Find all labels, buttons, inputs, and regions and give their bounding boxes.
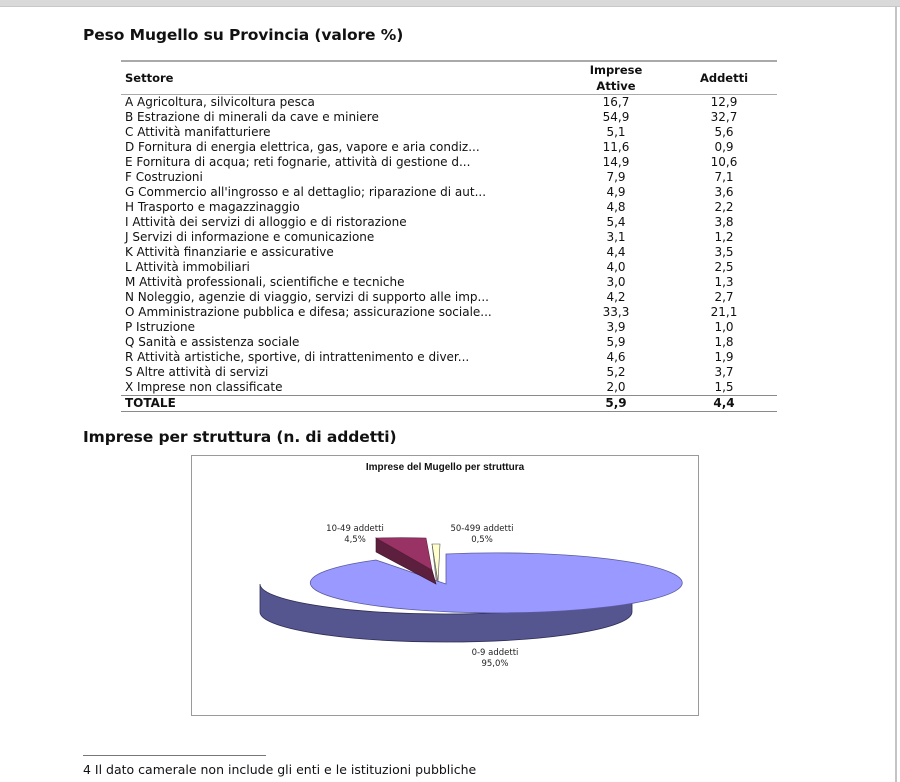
label-0-9-name: 0-9 addetti: [471, 648, 519, 658]
cell-addetti: 3,6: [714, 185, 734, 199]
cell-settore: O Amministrazione pubblica e difesa; assicurazione sociale...: [125, 305, 492, 319]
cell-imprese-attive: 54,9: [602, 110, 630, 124]
cell-imprese-attive: 3,9: [606, 320, 626, 334]
cell-imprese-attive: 4,2: [606, 290, 626, 304]
cell-settore: A Agricoltura, silvicoltura pesca: [125, 95, 315, 109]
pie-chart-graphic: [192, 456, 698, 715]
table-row: [121, 260, 777, 275]
table-row: [121, 185, 777, 200]
page-right-edge: [895, 6, 897, 782]
label-10-49-value: 4,5%: [344, 535, 366, 545]
cell-addetti: 3,8: [714, 215, 734, 229]
table-total-row: [121, 396, 777, 412]
cell-imprese-attive: 4,8: [606, 200, 626, 214]
cell-imprese-attive: 5,4: [606, 215, 626, 229]
cell-imprese-attive: 33,3: [602, 305, 630, 319]
cell-settore: D Fornitura di energia elettrica, gas, vapore e aria condiz...: [125, 140, 480, 154]
label-0-9-value: 95,0%: [481, 659, 509, 669]
label-10-49-name: 10-49 addetti: [326, 524, 384, 534]
table-row: [121, 380, 777, 396]
table-header-row: [121, 61, 777, 95]
cell-imprese-attive: 5,1: [606, 125, 626, 139]
table-row: [121, 335, 777, 350]
label-10-49: [310, 524, 400, 546]
cell-settore: L Attività immobiliari: [125, 260, 250, 274]
table-row: [121, 125, 777, 140]
table-row: [121, 320, 777, 335]
peso-mugello-table: [121, 60, 777, 412]
pie-chart-imprese-struttura: [191, 455, 699, 716]
footnote: 4 Il dato camerale non include gli enti e le istituzioni pubbliche: [83, 762, 477, 777]
table-row: [121, 305, 777, 320]
cell-addetti: 7,1: [714, 170, 734, 184]
cell-settore: G Commercio all'ingrosso e al dettaglio; riparazione di aut...: [125, 185, 487, 199]
table-row: [121, 140, 777, 155]
cell-settore: I Attività dei servizi di alloggio e di ristorazione: [125, 215, 407, 229]
table-row: [121, 200, 777, 215]
table-row: [121, 350, 777, 365]
cell-addetti: 1,2: [714, 230, 734, 244]
cell-settore: E Fornitura di acqua; reti fognarie, attività di gestione d...: [125, 155, 471, 169]
cell-imprese-attive: 4,0: [606, 260, 626, 274]
cell-addetti: 1,9: [714, 350, 734, 364]
section-title-imprese-struttura: Imprese per struttura (n. di addetti): [83, 428, 397, 446]
cell-settore: Q Sanità e assistenza sociale: [125, 335, 300, 349]
cell-imprese-attive: 16,7: [602, 95, 630, 109]
cell-settore: J Servizi di informazione e comunicazione: [125, 230, 375, 244]
cell-imprese-attive: 4,6: [606, 350, 626, 364]
label-0-9: [450, 648, 540, 670]
table-row: [121, 170, 777, 185]
cell-imprese-attive: 5,2: [606, 365, 626, 379]
header-addetti: Addetti: [699, 71, 749, 85]
cell-imprese-attive: 7,9: [606, 170, 626, 184]
table-row: [121, 245, 777, 260]
cell-imprese-attive: 14,9: [602, 155, 630, 169]
cell-imprese-attive: 5,9: [606, 335, 626, 349]
cell-imprese-attive: 3,0: [606, 275, 626, 289]
cell-settore: B Estrazione di minerali da cave e miniere: [125, 110, 379, 124]
header-imprese-line1: Imprese: [589, 63, 643, 77]
cell-addetti: 2,2: [714, 200, 734, 214]
cell-imprese-attive: 4,9: [606, 185, 626, 199]
label-50-499-name: 50-499 addetti: [450, 524, 514, 534]
table-row: [121, 215, 777, 230]
section-title-peso-mugello: Peso Mugello su Provincia (valore %): [83, 26, 404, 44]
cell-addetti: 0,9: [714, 140, 734, 154]
header-imprese-line2: Attive: [596, 79, 636, 93]
cell-imprese-attive: 4,4: [606, 245, 626, 259]
cell-imprese-attive: 2,0: [606, 380, 626, 394]
cell-settore: P Istruzione: [125, 320, 196, 334]
label-50-499-value: 0,5%: [471, 535, 493, 545]
cell-totale-addetti: 4,4: [713, 396, 735, 410]
cell-addetti: 3,7: [714, 365, 734, 379]
chart-title: Imprese del Mugello per struttura: [365, 462, 525, 473]
cell-addetti: 10,6: [710, 155, 738, 169]
cell-addetti: 3,5: [714, 245, 734, 259]
cell-settore: H Trasporto e magazzinaggio: [125, 200, 300, 214]
cell-addetti: 5,6: [714, 125, 734, 139]
window-top-bar: [0, 0, 900, 7]
table-row: [121, 110, 777, 125]
cell-addetti: 1,5: [714, 380, 734, 394]
cell-settore: K Attività finanziarie e assicurative: [125, 245, 334, 259]
table-row: [121, 155, 777, 170]
cell-settore: M Attività professionali, scientifiche e tecniche: [125, 275, 405, 289]
table-row: [121, 290, 777, 305]
slice-0-9-top: [310, 553, 682, 613]
cell-settore: C Attività manifatturiere: [125, 125, 271, 139]
label-50-499: [432, 524, 532, 546]
cell-addetti: 2,5: [714, 260, 734, 274]
cell-addetti: 12,9: [710, 95, 738, 109]
cell-settore: F Costruzioni: [125, 170, 203, 184]
cell-addetti: 1,0: [714, 320, 734, 334]
cell-imprese-attive: 3,1: [606, 230, 626, 244]
table-row: [121, 275, 777, 290]
cell-addetti: 2,7: [714, 290, 734, 304]
table-row: [121, 95, 777, 111]
cell-settore: X Imprese non classificate: [125, 380, 283, 394]
cell-addetti: 1,8: [714, 335, 734, 349]
cell-addetti: 21,1: [710, 305, 738, 319]
cell-settore: S Altre attività di servizi: [125, 365, 269, 379]
header-imprese-attive: [561, 61, 671, 95]
table-row: [121, 230, 777, 245]
cell-addetti: 1,3: [714, 275, 734, 289]
cell-imprese-attive: 11,6: [602, 140, 630, 154]
cell-addetti: 32,7: [710, 110, 738, 124]
cell-totale-label: TOTALE: [125, 396, 176, 410]
header-settore: Settore: [125, 71, 174, 85]
cell-settore: R Attività artistiche, sportive, di intrattenimento e diver...: [125, 350, 470, 364]
cell-settore: N Noleggio, agenzie di viaggio, servizi di supporto alle imp...: [125, 290, 489, 304]
table-row: [121, 365, 777, 380]
cell-totale-imprese: 5,9: [605, 396, 627, 410]
footnote-separator: [83, 755, 266, 756]
